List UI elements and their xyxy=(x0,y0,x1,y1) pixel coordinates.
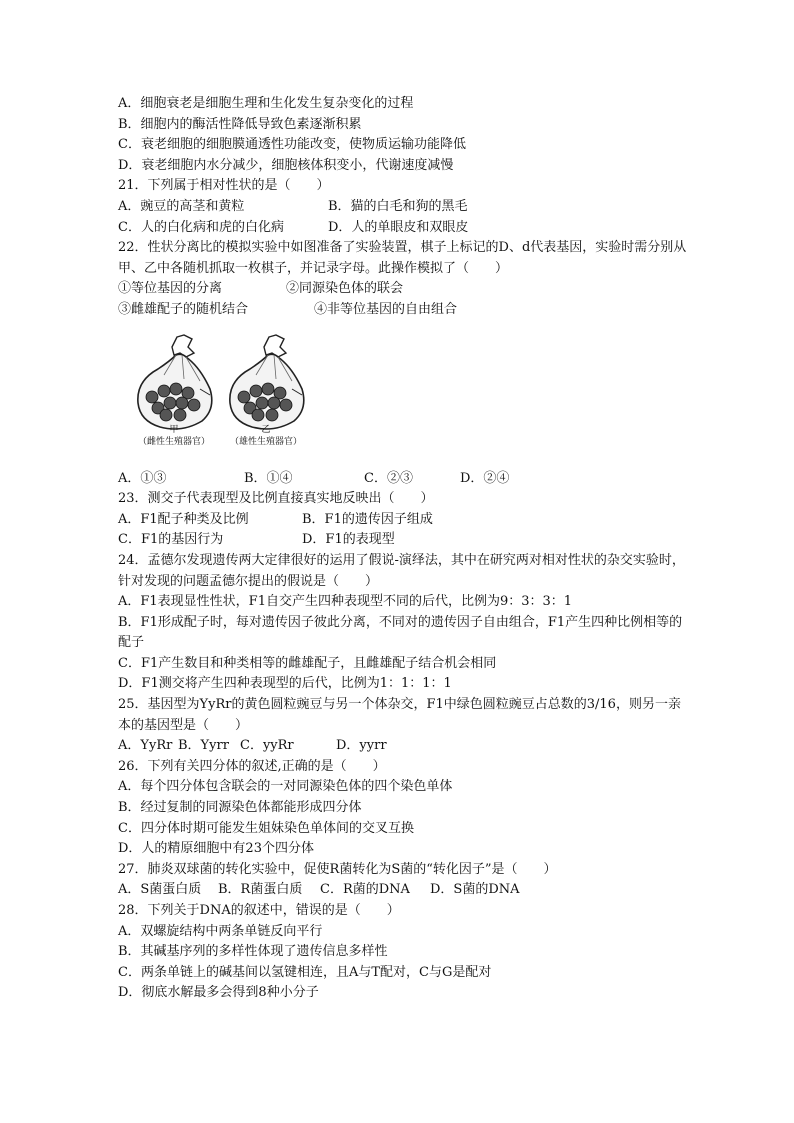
q23-option-c: C．F1的基因行为 xyxy=(118,532,224,548)
q22-statements-row-1 xyxy=(118,279,688,300)
bag-jia-note: （雌性生殖器官） xyxy=(137,436,210,447)
bag-yi-icon xyxy=(222,331,312,439)
bag-jia-icon xyxy=(130,331,220,439)
exam-page xyxy=(118,94,688,1004)
bag-yi xyxy=(222,331,312,457)
q23-option-d: D．F1的表现型 xyxy=(302,532,395,548)
q26-option-c: C．四分体时期可能发生姐妹染色单体间的交叉互换 xyxy=(118,820,414,836)
q28-option-a: A．双螺旋结构中两条单链反向平行 xyxy=(118,923,323,939)
bag-yi-note: （雄性生殖器官） xyxy=(229,436,302,447)
q28-option-c: C．两条单链上的碱基间以氢键相连，且A与T配对，C与G是配对 xyxy=(118,964,492,980)
q27-option-d: D．S菌的DNA xyxy=(430,882,520,898)
q26-option-a: A．每个四分体包含联会的一对同源染色体的四个染色单体 xyxy=(118,779,453,795)
q22-statement-4: ④非等位基因的自由组合 xyxy=(314,301,458,317)
q28-stem: 28．下列关于DNA的叙述中，错误的是（ ） xyxy=(118,903,400,918)
q22-statement-2: ②同源染色体的联会 xyxy=(286,281,404,297)
q22-option-d: D．②④ xyxy=(460,470,510,486)
q21-option-c: C．人的白化病和虎的白化病 xyxy=(118,219,284,235)
q24-option-a: A．F1表现显性性状，F1自交产生四种表现型不同的后代，比例为9：3：3：1 xyxy=(118,594,573,610)
q20-option-a: A．细胞衰老是细胞生理和生化发生复杂变化的过程 xyxy=(118,96,414,111)
q21-option-b: B．猫的白毛和狗的黑毛 xyxy=(328,198,468,214)
q24-option-d: D．F1测交将产生四种表现型的后代，比例为1：1：1：1 xyxy=(118,676,452,692)
q20-option-d: D．衰老细胞内水分减少，细胞核体积变小，代谢速度减慢 xyxy=(118,157,454,173)
q28-option-b: B．其碱基序列的多样性体现了遗传信息多样性 xyxy=(118,944,388,960)
q24-option-c: C．F1产生数目和种类相等的雌雄配子，且雌雄配子结合机会相同 xyxy=(118,655,497,671)
q27-option-b: B．R菌蛋白质 xyxy=(218,882,303,898)
q23-options-row-2 xyxy=(118,530,688,551)
q26-stem: 26．下列有关四分体的叙述,正确的是（ ） xyxy=(118,758,386,774)
q21-option-d: D．人的单眼皮和双眼皮 xyxy=(328,219,469,235)
q26-option-b: B．经过复制的同源染色体都能形成四分体 xyxy=(118,800,362,816)
q21-options-row-1 xyxy=(118,197,688,218)
q22-statements-row-2 xyxy=(118,300,688,321)
q21-stem: 21．下列属于相对性状的是（ ） xyxy=(118,178,330,194)
q23-option-a: A．F1配子种类及比例 xyxy=(118,511,249,527)
q22-option-a: A．①③ xyxy=(118,470,167,486)
q22-statement-1: ①等位基因的分离 xyxy=(118,281,223,297)
q27-option-c: C．R菌的DNA xyxy=(320,882,410,898)
q25-stem: 25．基因型为YyRr的黄色圆粒豌豆与另一个体杂交，F1中绿色圆粒豌豆占总数的3/16，则另一亲本的基因型是（ ） xyxy=(118,697,681,733)
q23-options-row-1 xyxy=(118,510,688,531)
q22-statement-3: ③雌雄配子的随机结合 xyxy=(118,301,249,317)
q25-option-a: A．YyRr xyxy=(118,738,173,754)
q22-option-b: B．①④ xyxy=(244,470,293,486)
q27-options xyxy=(118,880,688,901)
q25-option-b: B．Yyrr xyxy=(178,738,229,754)
q27-option-a: A．S菌蛋白质 xyxy=(118,882,202,898)
bag-jia xyxy=(130,331,220,457)
q21-options-row-2 xyxy=(118,218,688,239)
q27-stem: 27．肺炎双球菌的转化实验中，促使R菌转化为S菌的“转化因子”是（ ） xyxy=(118,861,557,877)
q20-option-b: B．细胞内的酶活性降低导致色素逐渐积累 xyxy=(118,116,362,132)
q23-option-b: B．F1的遗传因子组成 xyxy=(302,511,433,527)
q25-option-d: D．yyrr xyxy=(336,738,387,754)
q28-option-d: D．彻底水解最多会得到8种小分子 xyxy=(118,985,319,1001)
q26-option-d: D．人的精原细胞中有23个四分体 xyxy=(118,841,314,857)
q22-options xyxy=(118,469,688,490)
q24-stem: 24．孟德尔发现遗传两大定律很好的运用了假说-演绎法，其中在研究两对相对性状的杂交实验时，针对发现的问题孟德尔提出的假说是（ ） xyxy=(118,552,685,589)
q21-option-a: A．豌豆的高茎和黄粒 xyxy=(118,198,245,214)
q22-option-c: C．②③ xyxy=(364,470,413,486)
q22-stem: 22．性状分离比的模拟实验中如图准备了实验装置，棋子上标记的D、d代表基因，实验时需分别从甲、乙中各随机抓取一枚棋子，并记录字母。此操作模拟了（ ） xyxy=(118,240,687,276)
q22-figure xyxy=(118,331,688,467)
q24-option-b: B．F1形成配子时，每对遗传因子彼此分离，不同对的遗传因子自由组合，F1产生四种比例相等的配子 xyxy=(118,614,683,651)
q20-option-c: C．衰老细胞的细胞膜通透性功能改变，使物质运输功能降低 xyxy=(118,137,466,153)
q25-options xyxy=(118,736,688,757)
bag-yi-name: 乙 xyxy=(261,424,271,435)
q23-stem: 23．测交子代表现型及比例直接真实地反映出（ ） xyxy=(118,491,434,507)
q25-option-c: C．yyRr xyxy=(240,738,294,754)
bag-jia-name: 甲 xyxy=(169,424,179,435)
